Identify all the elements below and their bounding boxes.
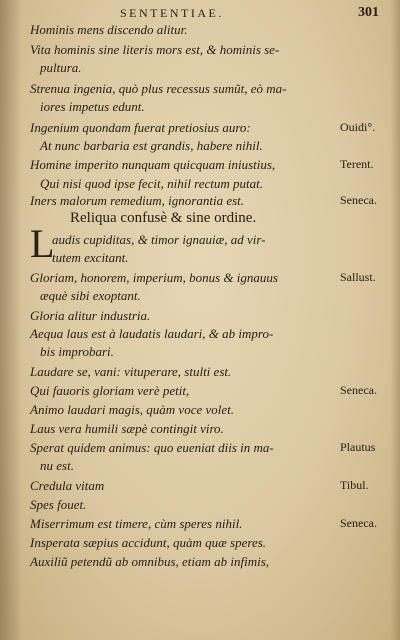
text-line: Insperata sæpius accidunt, quàm quæ speres. (30, 535, 267, 550)
section-heading: Reliqua confusè & sine ordine. (70, 210, 257, 226)
margin-note: Ouidi°. (340, 120, 376, 134)
text-line: Gloriam, honorem, imperium, bonus & ignauus (30, 270, 278, 285)
running-head: SENTENTIAE. (120, 6, 224, 20)
text-line: Qui fauoris gloriam verè petit, (30, 383, 190, 398)
text-line: nu est. (40, 458, 74, 473)
text-line: Laus vera humili sæpè contingit viro. (30, 421, 224, 436)
text-line: æquè sibi exoptant. (40, 288, 141, 303)
margin-note: Seneca. (340, 516, 377, 530)
text-line: Laudare se, vani: vituperare, stulti est. (30, 364, 232, 379)
margin-note: Seneca. (340, 383, 377, 397)
text-line: Vita hominis sine literis mors est, & hominis se- (30, 42, 280, 57)
text-line: audis cupiditas, & timor ignauiæ, ad vir- (52, 232, 266, 247)
text-line: Aequa laus est à laudatis laudari, & ab impro- (30, 326, 274, 341)
text-line: iores impetus edunt. (40, 99, 145, 114)
drop-cap: L (30, 221, 55, 266)
text-line: Credula vitam (30, 478, 105, 493)
gutter-shadow (0, 0, 22, 640)
text-line: Spes fouet. (30, 497, 87, 512)
text-line: Gloria alitur industria. (30, 308, 151, 323)
text-line: Iners malorum remedium, ignorantia est. (30, 193, 245, 208)
page-edge (390, 0, 400, 640)
text-line: tutem excitant. (52, 250, 129, 265)
margin-note: Seneca. (340, 193, 377, 207)
text-line: Sperat quidem animus: quo eueniat diis in ma- (30, 440, 274, 455)
text-line: bis improbari. (40, 344, 114, 359)
text-line: Homine imperito nunquam quicquam iniustius, (30, 157, 276, 172)
text-line: Hominis mens discendo alitur. (30, 22, 188, 37)
page-number: 301 (358, 5, 379, 20)
text-line: At nunc barbaria est grandis, habere nihil. (40, 138, 263, 153)
text-line: Ingenium quondam fuerat pretiosius auro: (30, 120, 251, 135)
margin-note: Terent. (340, 157, 374, 171)
text-line: Miserrimum est timere, cùm speres nihil. (30, 516, 243, 531)
text-line: Strenua ingenia, quò plus recessus sumũt, eò ma- (30, 81, 287, 96)
text-line: Auxiliũ petendũ ab omnibus, etiam ab infimis, (30, 554, 270, 569)
margin-note: Sallust. (340, 270, 376, 284)
text-line: Qui nisi quod ipse fecit, nihil rectum putat. (40, 176, 264, 191)
margin-note: Tibul. (340, 478, 369, 492)
text-line: Animo laudari magis, quàm voce volet. (30, 402, 234, 417)
text-line: pultura. (40, 60, 82, 75)
margin-note: Plautus (340, 440, 376, 454)
